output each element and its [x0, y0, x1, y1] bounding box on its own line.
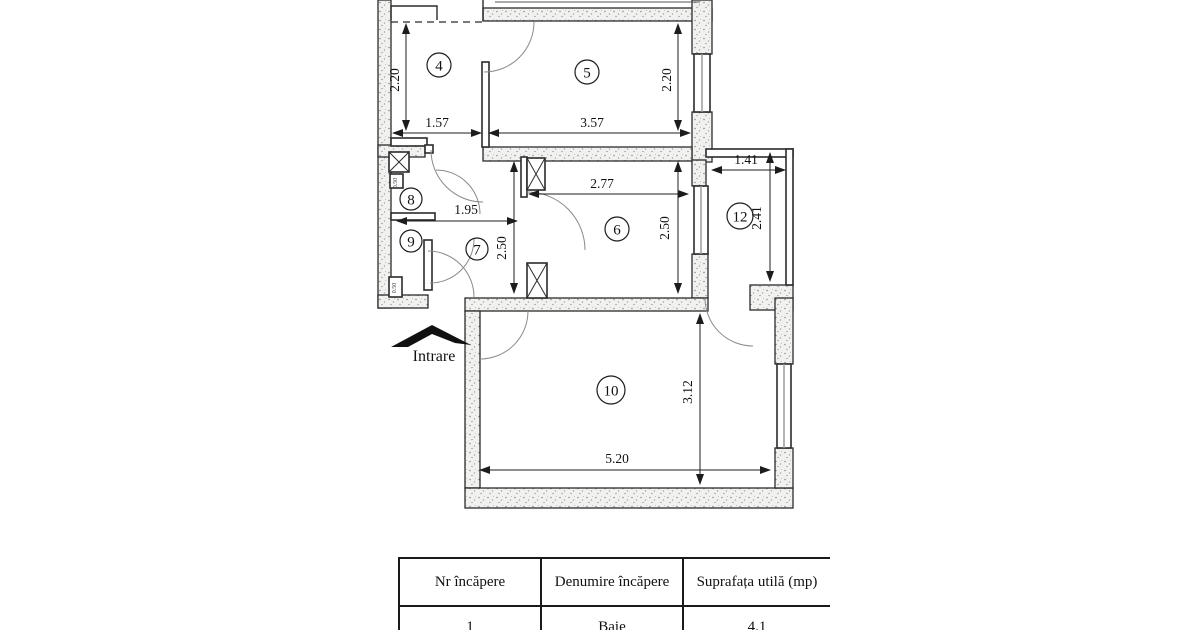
- pillar-lower: [527, 263, 547, 298]
- dim-room6-width: 2.77: [590, 176, 614, 191]
- header-room-number: Nr încăpere: [399, 558, 541, 606]
- room-number-8: 8: [407, 192, 415, 209]
- room-label-10: [597, 376, 625, 404]
- entrance: [391, 325, 471, 365]
- room-label-9: [400, 230, 422, 252]
- cell-room-name: Baie: [541, 606, 683, 630]
- pillar-upper: [527, 158, 545, 190]
- dimension-lines: [393, 24, 785, 484]
- window-room5: [694, 54, 710, 112]
- door-balcony-room10: [705, 298, 753, 346]
- room-table: [398, 557, 830, 630]
- entrance-label: Intrare: [412, 348, 456, 365]
- room-number-10: 10: [603, 383, 619, 400]
- room-number-4: 4: [435, 58, 443, 75]
- cell-usable-area: 4.1: [683, 606, 830, 630]
- cell-room-number: 1: [399, 606, 541, 630]
- shaft-box: [389, 152, 409, 172]
- table-header-row: [399, 558, 830, 606]
- header-room-name: Denumire încăpere: [541, 558, 683, 606]
- room-number-12: 12: [732, 209, 748, 226]
- room-number-7: 7: [473, 242, 481, 259]
- dim-hall-height: 2.50: [494, 236, 509, 260]
- window-room6-balcony: [694, 186, 708, 254]
- dim-room6-height: 2.50: [657, 216, 672, 240]
- door-hall-room10: [480, 311, 528, 359]
- door-entry: [428, 251, 474, 297]
- room-label-6: [605, 217, 629, 241]
- door-room9: [430, 239, 474, 283]
- room-number-5: 5: [583, 65, 591, 82]
- room-number-9: 9: [407, 234, 415, 251]
- room-label-4: [427, 53, 451, 77]
- dim-small-lower: 0.50: [392, 282, 398, 294]
- room-label-5: [575, 60, 599, 84]
- header-usable-area: Suprafața utilă (mp): [683, 558, 830, 606]
- dim-room4-width: 1.57: [425, 115, 449, 130]
- dim-room10-width: 5.20: [605, 451, 629, 466]
- room-number-6: 6: [613, 222, 621, 239]
- dim-room5-height: 2.20: [659, 68, 674, 92]
- dim-room5-width: 3.57: [580, 115, 604, 130]
- dim-balcony-height: 2.41: [749, 206, 764, 230]
- dim-hall-width: 1.95: [454, 202, 478, 217]
- dim-small-upper: 0.50: [393, 177, 399, 189]
- entrance-arrow-icon: [391, 325, 471, 347]
- dim-room10-height: 3.12: [680, 380, 695, 404]
- room-label-7: [466, 238, 488, 260]
- dim-room4-height: 2.20: [387, 68, 402, 92]
- room-label-8: [400, 188, 422, 210]
- table-row: [399, 606, 830, 630]
- door-room6: [527, 192, 585, 250]
- door-room4-room5: [484, 22, 534, 72]
- window-room10: [777, 364, 791, 448]
- dim-balcony-width: 1.41: [734, 152, 758, 167]
